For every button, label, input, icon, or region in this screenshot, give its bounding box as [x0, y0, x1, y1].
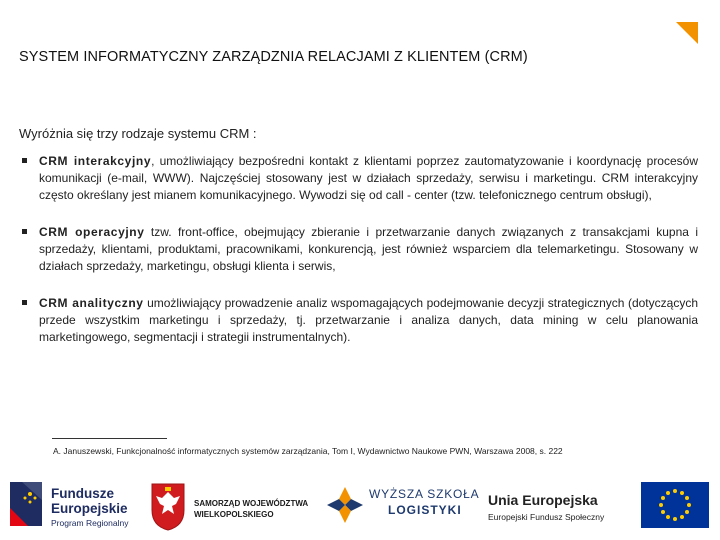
logo-bar [0, 468, 720, 540]
ue-title: Unia Europejska [488, 492, 598, 508]
bullet-term: CRM analityczny [39, 296, 144, 310]
wsl-line2: LOGISTYKI [388, 503, 462, 517]
bullet-text: tzw. front-office, obejmujący zbieranie i przetwarzanie danych związanych z transakcjami kupna i sprzedaży, klientami, produktami, pracownikami, konkurencją, jest również wsparciem dla telemarketingu. Stosowany w działach sprzedaży, marketingu, obsługi klienta i serwis, [39, 225, 698, 273]
fe-title-line1: Fundusze [51, 486, 114, 501]
fundusze-europejskie-emblem-icon [8, 478, 48, 530]
eu-flag-icon [641, 482, 709, 528]
footnote: A. Januszewski, Funkcjonalność informatycznych systemów zarządzania, Tom I, Wydawnictwo Naukowe PWN, Warszawa 2008, s. 222 [53, 446, 563, 456]
unia-europejska-text-logo [488, 486, 638, 526]
fe-title-line2: Europejskie [51, 501, 128, 516]
bullet-term: CRM interakcyjny [39, 154, 152, 168]
ue-subtitle: Europejski Fundusz Społeczny [488, 512, 605, 522]
bullet-square-icon [22, 158, 27, 163]
wielkopolska-eagle-shield-icon [148, 480, 188, 532]
slide-title: SYSTEM INFORMATYCZNY ZARZĄDZNIA RELACJAMI Z KLIENTEM (CRM) [19, 49, 528, 65]
wyzsza-szkola-logistyki-logo [325, 482, 485, 528]
wlkp-line1: SAMORZĄD WOJEWÓDZTWA [194, 499, 309, 508]
crm-types-list [22, 153, 698, 366]
bullet-term: CRM operacyjny [39, 225, 145, 239]
bullet-text: , umożliwiający bezpośredni kontakt z klientami poprzez zautomatyzowanie i koordynację procesów komunikacji (e-mail, WWW). Najczęściej stosowany jest w działach sprzedaży, serwisu i marketingu. CRM interakcyjny często określany jest mianem komunikacyjnego. Wywodzi się od call - center (tzw. telefonicznego centrum obsługi), [39, 154, 698, 202]
corner-triangle-decoration [676, 22, 698, 44]
fe-subtitle: Program Regionalny [51, 518, 129, 528]
samorzad-wielkopolska-logo [148, 480, 318, 532]
bullet-text: umożliwiający prowadzenie analiz wspomagających podejmowanie decyzji strategicznych (dotyczących przede wszystkim marketingu i sprzedaży, tj. przetwarzanie i analiza danych, data mining w celu planowania marketingowego, segmentacji i strategii instrumentalnych). [39, 296, 698, 344]
list-item-crm-interakcyjny [22, 153, 698, 204]
intro-text: Wyróżnia się trzy rodzaje systemu CRM : [19, 126, 257, 141]
bullet-square-icon [22, 229, 27, 234]
footnote-separator [52, 438, 167, 439]
fundusze-europejskie-logo [8, 478, 138, 530]
list-item-crm-analityczny [22, 295, 698, 346]
wsl-star-arrows-icon [325, 485, 365, 525]
bullet-square-icon [22, 300, 27, 305]
wsl-line1: WYŻSZA SZKOŁA [369, 487, 480, 501]
wlkp-line2: WIELKOPOLSKIEGO [194, 510, 274, 519]
list-item-crm-operacyjny [22, 224, 698, 275]
